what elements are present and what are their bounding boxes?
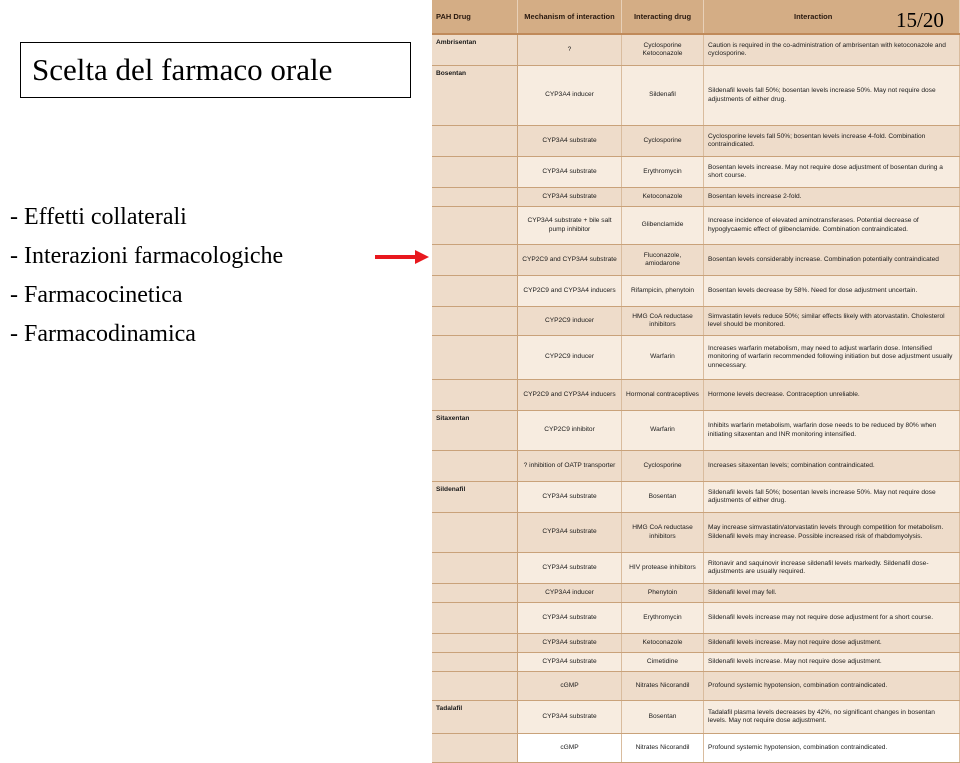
cell-interacting-drug: Nitrates Nicorandil bbox=[622, 672, 704, 700]
page-number: 15/20 bbox=[896, 8, 944, 32]
cell-interaction: Sildenafil levels increase. May not require dose adjustment. bbox=[704, 653, 960, 671]
cell-pah-drug: Sildenafil bbox=[432, 482, 518, 512]
cell-mechanism: cGMP bbox=[518, 734, 622, 762]
cell-interacting-drug: Cyclosporine bbox=[622, 126, 704, 156]
cell-mechanism: CYP3A4 substrate bbox=[518, 603, 622, 633]
cell-pah-drug bbox=[432, 336, 518, 379]
cell-mechanism: CYP3A4 substrate bbox=[518, 126, 622, 156]
cell-interacting-drug: HIV protease inhibitors bbox=[622, 553, 704, 583]
table-row bbox=[432, 482, 960, 513]
table-row bbox=[432, 603, 960, 634]
cell-pah-drug bbox=[432, 553, 518, 583]
cell-interaction: Sildenafil levels increase. May not require dose adjustment. bbox=[704, 634, 960, 652]
cell-interaction: Bosentan levels increase 2-fold. bbox=[704, 188, 960, 206]
cell-interacting-drug: Ketoconazole bbox=[622, 188, 704, 206]
cell-interaction: Increases sitaxentan levels; combination contraindicated. bbox=[704, 451, 960, 481]
table-row bbox=[432, 411, 960, 451]
cell-pah-drug bbox=[432, 307, 518, 335]
table-row bbox=[432, 207, 960, 245]
cell-pah-drug bbox=[432, 451, 518, 481]
header-interacting-drug: Interacting drug bbox=[622, 0, 704, 33]
cell-mechanism: ? inhibition of OATP transporter bbox=[518, 451, 622, 481]
cell-pah-drug bbox=[432, 603, 518, 633]
cell-interacting-drug: Bosentan bbox=[622, 482, 704, 512]
cell-pah-drug bbox=[432, 672, 518, 700]
cell-mechanism: CYP3A4 substrate + bile salt pump inhibitor bbox=[518, 207, 622, 244]
cell-mechanism: CYP3A4 substrate bbox=[518, 188, 622, 206]
cell-interaction: Bosentan levels increase. May not require dose adjustment of bosentan during a short course. bbox=[704, 157, 960, 187]
interaction-table bbox=[432, 0, 960, 751]
cell-interacting-drug: Bosentan bbox=[622, 701, 704, 733]
table-row bbox=[432, 513, 960, 553]
table-row bbox=[432, 126, 960, 157]
cell-interaction: Cyclosporine levels fall 50%; bosentan levels increase 4-fold. Combination contraindicated. bbox=[704, 126, 960, 156]
bullet-list bbox=[10, 198, 283, 354]
table-row bbox=[432, 157, 960, 188]
cell-pah-drug bbox=[432, 126, 518, 156]
cell-mechanism: CYP3A4 substrate bbox=[518, 482, 622, 512]
table-row bbox=[432, 653, 960, 672]
cell-interaction: Sildenafil levels fall 50%; bosentan levels increase 50%. May not require dose adjustments of either drug. bbox=[704, 482, 960, 512]
cell-interacting-drug: Ketoconazole bbox=[622, 634, 704, 652]
cell-mechanism: CYP2C9 and CYP3A4 inducers bbox=[518, 276, 622, 306]
cell-mechanism: CYP2C9 and CYP3A4 substrate bbox=[518, 245, 622, 275]
cell-interaction: May increase simvastatin/atorvastatin levels through competition for metabolism. Sildenafil levels may increase. Possible increased risk of rhabdomyolysis. bbox=[704, 513, 960, 552]
table-row bbox=[432, 634, 960, 653]
cell-interaction: Bosentan levels considerably increase. Combination potentially contraindicated bbox=[704, 245, 960, 275]
table-row bbox=[432, 734, 960, 763]
cell-interacting-drug: Warfarin bbox=[622, 336, 704, 379]
table-header bbox=[432, 0, 960, 35]
cell-interaction: Hormone levels decrease. Contraception unreliable. bbox=[704, 380, 960, 410]
cell-pah-drug bbox=[432, 584, 518, 602]
cell-pah-drug bbox=[432, 157, 518, 187]
cell-pah-drug bbox=[432, 734, 518, 762]
cell-pah-drug: Tadalafil bbox=[432, 701, 518, 733]
cell-interaction: Sildenafil level may fell. bbox=[704, 584, 960, 602]
bullet-item: - Farmacocinetica bbox=[10, 282, 183, 308]
bullet-item: - Effetti collaterali bbox=[10, 204, 187, 230]
cell-mechanism: ? bbox=[518, 35, 622, 65]
cell-interaction: Bosentan levels decrease by 58%. Need for dose adjustment uncertain. bbox=[704, 276, 960, 306]
cell-mechanism: CYP3A4 substrate bbox=[518, 701, 622, 733]
header-interaction: Interaction bbox=[704, 0, 960, 33]
cell-interaction: Profound systemic hypotension, combination contraindicated. bbox=[704, 672, 960, 700]
table-row bbox=[432, 66, 960, 126]
cell-pah-drug bbox=[432, 276, 518, 306]
cell-interacting-drug: Glibenclamide bbox=[622, 207, 704, 244]
cell-interacting-drug: Cyclosporine bbox=[622, 451, 704, 481]
cell-pah-drug bbox=[432, 513, 518, 552]
bullet-item: - Interazioni farmacologiche bbox=[10, 243, 284, 269]
cell-interacting-drug: Erythromycin bbox=[622, 603, 704, 633]
table-row bbox=[432, 701, 960, 734]
header-mechanism: Mechanism of interaction bbox=[518, 0, 622, 33]
cell-pah-drug: Bosentan bbox=[432, 66, 518, 125]
cell-interacting-drug: Nitrates Nicorandil bbox=[622, 734, 704, 762]
cell-mechanism: CYP3A4 substrate bbox=[518, 157, 622, 187]
cell-pah-drug bbox=[432, 653, 518, 671]
cell-mechanism: CYP3A4 inducer bbox=[518, 584, 622, 602]
cell-interaction: Increases warfarin metabolism, may need to adjust warfarin dose. Intensified monitoring of warfarin recommended following initiation but dose adjustment usually unnecessary. bbox=[704, 336, 960, 379]
table-row bbox=[432, 35, 960, 66]
cell-pah-drug: Sitaxentan bbox=[432, 411, 518, 450]
cell-interacting-drug: Rifampicin, phenytoin bbox=[622, 276, 704, 306]
cell-interaction: Simvastatin levels reduce 50%; similar effects likely with atorvastatin. Cholesterol level should be monitored. bbox=[704, 307, 960, 335]
cell-pah-drug bbox=[432, 380, 518, 410]
cell-mechanism: CYP3A4 substrate bbox=[518, 634, 622, 652]
cell-interacting-drug: Cyclosporine Ketoconazole bbox=[622, 35, 704, 65]
cell-mechanism: cGMP bbox=[518, 672, 622, 700]
slide-title: Scelta del farmaco orale bbox=[20, 42, 411, 98]
cell-pah-drug bbox=[432, 188, 518, 206]
cell-interacting-drug: Cimetidine bbox=[622, 653, 704, 671]
cell-pah-drug bbox=[432, 207, 518, 244]
cell-interaction: Ritonavir and saquinovir increase sildenafil levels markedly. Sildenafil dose-adjustments are usually required. bbox=[704, 553, 960, 583]
cell-interacting-drug: HMG CoA reductase inhibitors bbox=[622, 307, 704, 335]
table-row bbox=[432, 553, 960, 584]
cell-interaction: Inhibits warfarin metabolism, warfarin dose needs to be reduced by 80% when initiating sitaxentan and INR monitoring intensified. bbox=[704, 411, 960, 450]
cell-mechanism: CYP2C9 inhibitor bbox=[518, 411, 622, 450]
arrow-right-icon bbox=[373, 247, 431, 267]
cell-interaction: Sildenafil levels fall 50%; bosentan levels increase 50%. May not require dose adjustments of either drug. bbox=[704, 66, 960, 125]
table-row bbox=[432, 188, 960, 207]
cell-interacting-drug: Phenytoin bbox=[622, 584, 704, 602]
cell-pah-drug bbox=[432, 634, 518, 652]
cell-pah-drug: Ambrisentan bbox=[432, 35, 518, 65]
bullet-item: - Farmacodinamica bbox=[10, 321, 196, 347]
table-row bbox=[432, 584, 960, 603]
cell-interaction: Profound systemic hypotension, combination contraindicated. bbox=[704, 734, 960, 762]
cell-interacting-drug: HMG CoA reductase inhibitors bbox=[622, 513, 704, 552]
cell-mechanism: CYP3A4 substrate bbox=[518, 653, 622, 671]
table-row bbox=[432, 380, 960, 411]
table-row bbox=[432, 245, 960, 276]
table-body bbox=[432, 35, 960, 763]
table-row bbox=[432, 451, 960, 482]
cell-interacting-drug: Hormonal contraceptives bbox=[622, 380, 704, 410]
cell-interaction: Caution is required in the co-administration of ambrisentan with ketoconazole and cyclosporine. bbox=[704, 35, 960, 65]
table-row bbox=[432, 307, 960, 336]
cell-pah-drug bbox=[432, 245, 518, 275]
cell-mechanism: CYP2C9 inducer bbox=[518, 307, 622, 335]
table-row bbox=[432, 672, 960, 701]
cell-interaction: Increase incidence of elevated aminotransferases. Potential decrease of hypoglycaemic effect of glibenclamide. Combination contraindicated. bbox=[704, 207, 960, 244]
cell-interacting-drug: Fluconazole, amiodarone bbox=[622, 245, 704, 275]
cell-mechanism: CYP2C9 inducer bbox=[518, 336, 622, 379]
cell-interacting-drug: Sildenafil bbox=[622, 66, 704, 125]
cell-interaction: Tadalafil plasma levels decreases by 42%, no significant changes in bosentan levels. May not require dose adjustment. bbox=[704, 701, 960, 733]
header-pah-drug: PAH Drug bbox=[432, 0, 518, 33]
cell-interacting-drug: Erythromycin bbox=[622, 157, 704, 187]
cell-interacting-drug: Warfarin bbox=[622, 411, 704, 450]
cell-mechanism: CYP3A4 inducer bbox=[518, 66, 622, 125]
table-row bbox=[432, 276, 960, 307]
cell-mechanism: CYP3A4 substrate bbox=[518, 553, 622, 583]
cell-mechanism: CYP3A4 substrate bbox=[518, 513, 622, 552]
cell-interaction: Sildenafil levels increase may not require dose adjustment for a short course. bbox=[704, 603, 960, 633]
cell-mechanism: CYP2C9 and CYP3A4 inducers bbox=[518, 380, 622, 410]
table-row bbox=[432, 336, 960, 380]
